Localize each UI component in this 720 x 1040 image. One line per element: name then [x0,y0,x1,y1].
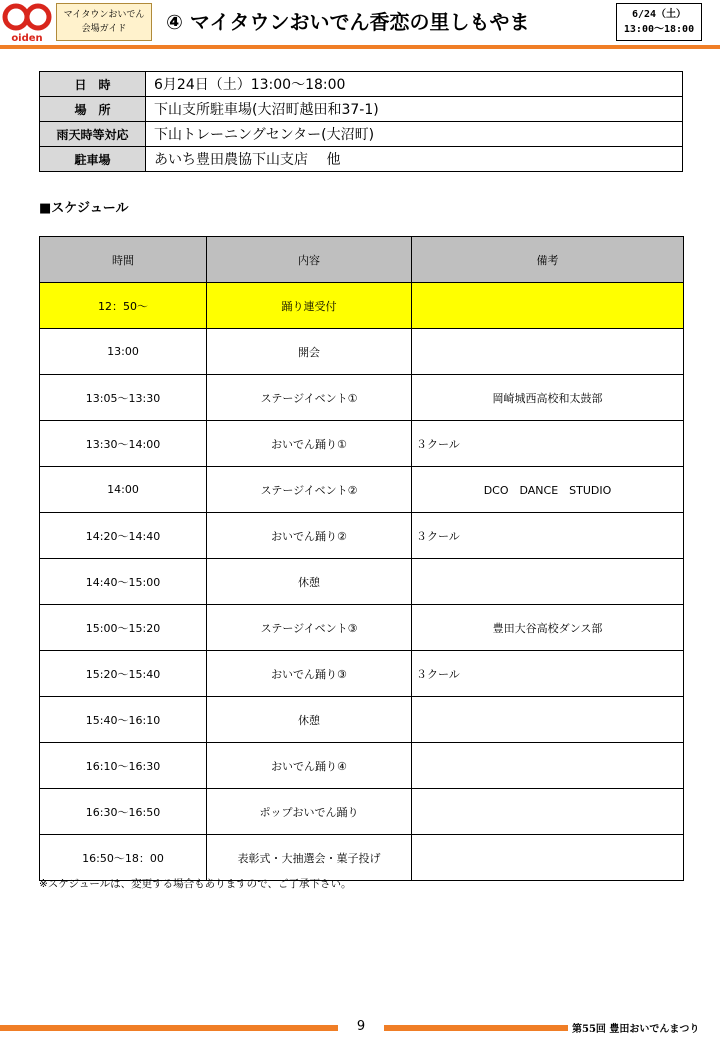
row-note [412,835,684,881]
table-row [40,835,684,881]
footer-rule-left [0,1025,338,1031]
row-content: おいでん踊り③ [207,651,412,697]
row-content: 踊り連受付 [207,283,412,329]
table-row [40,605,684,651]
svg-text:oiden: oiden [11,33,43,44]
info-label: 雨天時等対応 [40,122,146,147]
row-content: おいでん踊り① [207,421,412,467]
table-row [40,375,684,421]
table-row [40,789,684,835]
guide-line-2: 会場ガイド [81,24,127,34]
row-time: 15:00〜15:20 [40,605,207,651]
info-row [40,122,683,147]
row-time: 14:00 [40,467,207,513]
oiden-logo [2,2,52,44]
table-row [40,743,684,789]
page-number: 9 [356,1019,366,1034]
page-title: ④ マイタウンおいでん香恋の里しもやま [166,10,530,34]
row-content: ステージイベント① [207,375,412,421]
row-time: 12：50〜 [40,283,207,329]
row-time: 15:40〜16:10 [40,697,207,743]
venue-guide-badge [56,3,152,41]
row-note [412,697,684,743]
event-time: 13:00〜18:00 [623,24,695,35]
table-row [40,559,684,605]
row-note [412,329,684,375]
row-time: 14:20〜14:40 [40,513,207,559]
info-label: 日 時 [40,72,146,97]
row-time: 14:40〜15:00 [40,559,207,605]
row-content: 開会 [207,329,412,375]
table-row [40,467,684,513]
info-label: 場 所 [40,97,146,122]
row-note [412,789,684,835]
schedule-header-row [40,237,684,283]
row-time: 16:30〜16:50 [40,789,207,835]
row-content: 表彰式・大抽選会・菓子投げ [207,835,412,881]
row-time: 16:50〜18：00 [40,835,207,881]
guide-line-1: マイタウンおいでん [63,10,145,20]
event-info-table [39,71,683,172]
row-note: 豊田大谷高校ダンス部 [412,605,684,651]
info-value: 下山支所駐車場(大沼町越田和37-1) [146,97,683,122]
event-date-box [616,3,702,41]
footer-rule-right [384,1025,568,1031]
column-header-note: 備考 [412,237,684,283]
row-note: ３クール [412,651,684,697]
row-note [412,283,684,329]
info-value: 6月24日（土）13:00〜18:00 [146,72,683,97]
schedule-footnote: ※スケジュールは、変更する場合もありますので、ご了承下さい。 [39,878,352,890]
row-content: ステージイベント③ [207,605,412,651]
row-note: DCO DANCE STUDIO [412,467,684,513]
info-row [40,147,683,172]
event-date: 6/24（土） [631,9,687,20]
row-time: 16:10〜16:30 [40,743,207,789]
row-time: 13:05〜13:30 [40,375,207,421]
row-time: 15:20〜15:40 [40,651,207,697]
info-value: 下山トレーニングセンター(大沼町) [146,122,683,147]
schedule-table [39,236,684,881]
table-row [40,421,684,467]
table-row [40,329,684,375]
info-row [40,72,683,97]
info-label: 駐車場 [40,147,146,172]
info-value: あいち豊田農協下山支店 他 [146,147,683,172]
row-note [412,743,684,789]
info-row [40,97,683,122]
row-note: 岡崎城西高校和太鼓部 [412,375,684,421]
row-content: ステージイベント② [207,467,412,513]
row-note: ３クール [412,513,684,559]
row-content: ポップおいでん踊り [207,789,412,835]
row-note [412,559,684,605]
row-content: 休憩 [207,697,412,743]
row-note: ３クール [412,421,684,467]
table-row [40,283,684,329]
table-row [40,651,684,697]
header-divider [0,45,720,49]
festival-name: 第55回 豊田おいでんまつり [572,1024,700,1035]
row-time: 13:30〜14:00 [40,421,207,467]
column-header-content: 内容 [207,237,412,283]
column-header-time: 時間 [40,237,207,283]
row-time: 13:00 [40,329,207,375]
table-row [40,513,684,559]
table-row [40,697,684,743]
row-content: おいでん踊り② [207,513,412,559]
row-content: 休憩 [207,559,412,605]
row-content: おいでん踊り④ [207,743,412,789]
schedule-heading: ■スケジュール [39,201,129,216]
